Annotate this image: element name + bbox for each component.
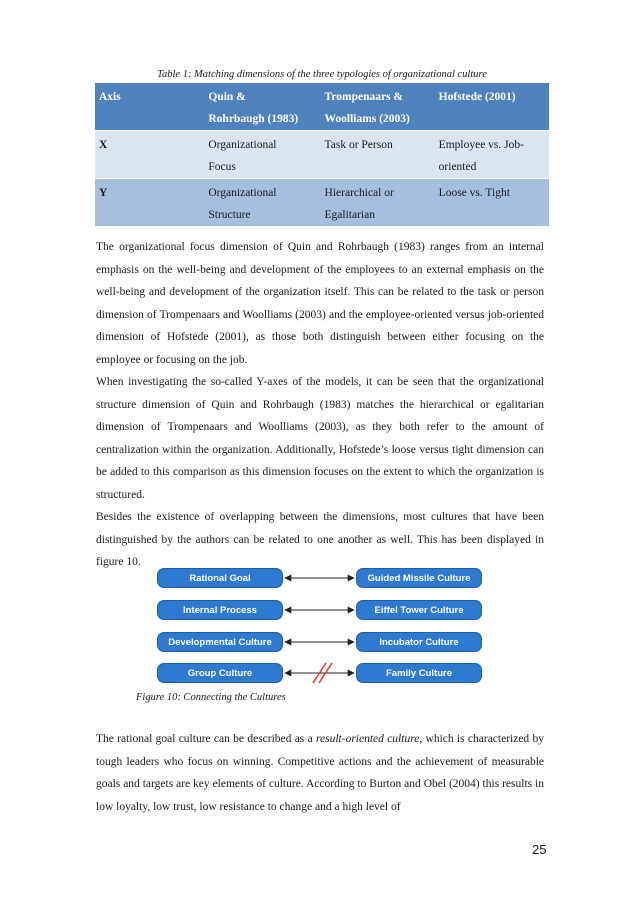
header-quinn-line1: Quin & <box>208 91 246 103</box>
cell-x-hof-line1: Employee vs. Job- <box>438 139 524 151</box>
cell-y-tromp-line1: Hierarchical or <box>324 187 394 199</box>
cell-x-quinn-line1: Organizational <box>208 139 277 151</box>
cell-x-tromp: Task or Person <box>321 131 435 179</box>
paragraph-4 <box>96 728 544 818</box>
pill-rational-goal: Rational Goal <box>157 568 283 588</box>
table-header-row <box>95 83 549 131</box>
cell-x-quinn-line2: Focus <box>208 161 236 173</box>
header-trompenaars <box>321 83 435 131</box>
paragraph-3: Besides the existence of overlapping between the dimensions, most cultures that have been distinguished by the authors can be related to one another as well. This has been displayed in figure 10. <box>96 511 544 568</box>
cell-x-axis: X <box>95 131 204 179</box>
paragraph-4-after: , which is characterized by tough leaders who focus on winning. Competitive actions and the achievement of measurable goals and targets are key elements of culture. According to Burton and Obel (2004) this results in low loyalty, low trust, low resistance to change and a high level of <box>96 733 544 813</box>
header-axis: Axis <box>95 83 204 131</box>
pill-eiffel-tower-culture: Eiffel Tower Culture <box>356 600 482 620</box>
pill-incubator-culture: Incubator Culture <box>356 632 482 652</box>
cell-y-hof: Loose vs. Tight <box>435 179 549 227</box>
cell-x-hof <box>435 131 549 179</box>
pill-guided-missile-culture: Guided Missile Culture <box>356 568 482 588</box>
header-quinn <box>204 83 320 131</box>
page-number: 25 <box>532 842 547 857</box>
paragraph-4-italic: result-oriented culture <box>315 733 420 745</box>
pill-family-culture: Family Culture <box>356 663 482 683</box>
cell-x-quinn <box>204 131 320 179</box>
cell-y-tromp <box>321 179 435 227</box>
culture-mapping-figure <box>150 564 516 688</box>
header-tromp-line1: Trompenaars & <box>324 91 404 103</box>
header-quinn-line2: Rohrbaugh (1983) <box>208 113 299 125</box>
body-text-block-1 <box>96 236 544 574</box>
pill-group-culture: Group Culture <box>157 663 283 683</box>
cell-y-quinn <box>204 179 320 227</box>
cell-y-axis: Y <box>95 179 204 227</box>
pill-internal-process: Internal Process <box>157 600 283 620</box>
paragraph-2: When investigating the so-called Y-axes of the models, it can be seen that the organizational structure dimension of Quin and Rohrbaugh (1983) matches the hierarchical or egalitarian dimension of Trompenaars and Woolliams (2003), as they both refer to the amount of centralization within the organization. Additionally, Hofstede’s loose versus tight dimension can be added to this comparison as this dimension focuses on the extent to which the organization is structured. <box>96 376 544 501</box>
table-row-y <box>95 179 549 227</box>
figure-caption: Figure 10: Connecting the Cultures <box>136 692 286 703</box>
table-caption: Table 1: Matching dimensions of the three typologies of organizational culture <box>157 69 487 80</box>
paragraph-4-before: The rational goal culture can be described as a <box>96 733 316 745</box>
header-hofstede: Hofstede (2001) <box>435 83 549 131</box>
cell-y-quinn-line1: Organizational <box>208 187 277 199</box>
body-text-block-2 <box>96 728 544 818</box>
cell-x-hof-line2: oriented <box>438 161 477 173</box>
typology-table <box>95 83 549 226</box>
table-row-x <box>95 131 549 179</box>
pill-developmental-culture: Developmental Culture <box>157 632 283 652</box>
header-tromp-line2: Woolliams (2003) <box>324 113 410 125</box>
cell-y-tromp-line2: Egalitarian <box>324 209 375 221</box>
cell-y-quinn-line2: Structure <box>208 209 251 221</box>
paragraph-1: The organizational focus dimension of Quin and Rohrbaugh (1983) ranges from an internal emphasis on the well-being and development of the employees to an external emphasis on the well-being and development of the organization itself. This can be related to the task or person dimension of Trompenaars and Woolliams (2003) and the employee-oriented versus job-oriented dimension of Hofstede (2001), as those both distinguish between either focusing on the employee or focusing on the job. <box>96 241 544 366</box>
